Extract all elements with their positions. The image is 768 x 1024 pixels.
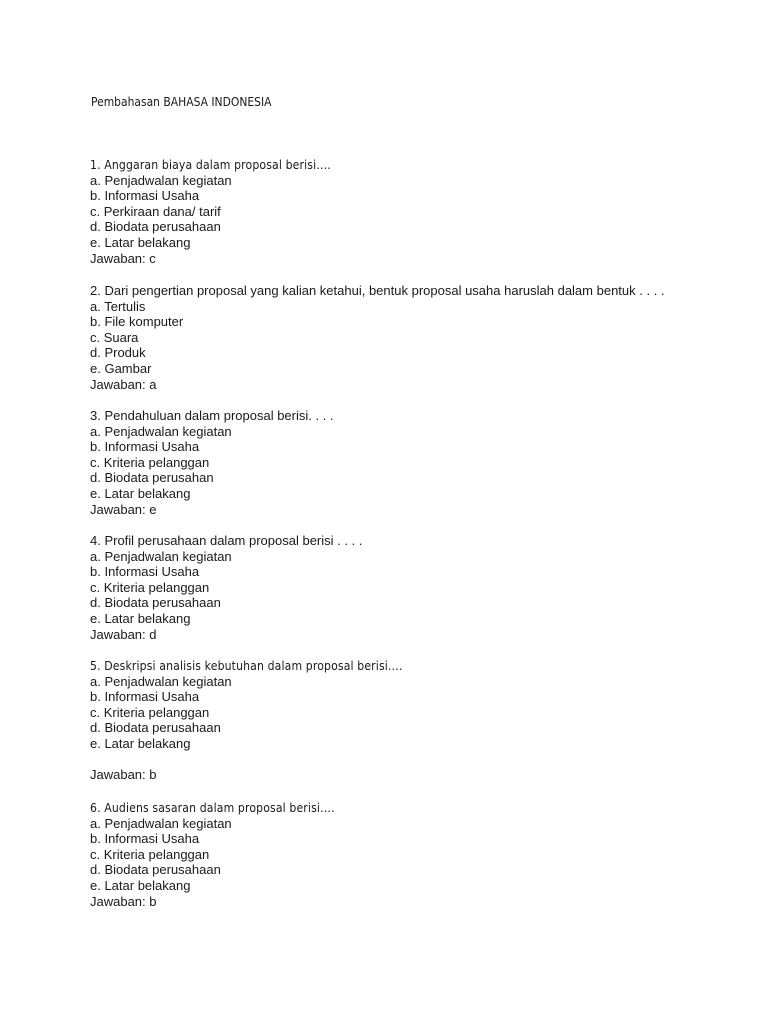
answer-key: Jawaban: b (90, 767, 157, 783)
question-block (90, 533, 730, 642)
answer-option: e. Latar belakang (90, 610, 191, 626)
page-title: Pembahasan BAHASA INDONESIA (91, 94, 272, 109)
question-stem: 1. Anggaran biaya dalam proposal berisi…. (90, 157, 331, 172)
answer-option: d. Biodata perusahaan (90, 219, 221, 235)
question-stem: 4. Profil perusahaan dalam proposal berisi . . . . (90, 533, 363, 548)
answer-key: Jawaban: c (90, 250, 156, 266)
answer-option: a. Penjadwalan kegiatan (90, 548, 232, 564)
answer-option: c. Kriteria pelanggan (90, 846, 210, 862)
question-stem: 3. Pendahuluan dalam proposal berisi. . . . (90, 408, 334, 423)
question-stem: 6. Audiens sasaran dalam proposal berisi…. (90, 800, 335, 815)
answer-option: d. Biodata perusahan (90, 470, 214, 486)
answer-key: Jawaban: d (90, 626, 157, 642)
answer-option: b. Informasi Usaha (90, 439, 200, 455)
answer-option: a. Penjadwalan kegiatan (90, 815, 232, 831)
answer-option: b. Informasi Usaha (90, 831, 200, 847)
answer-option: e. Latar belakang (90, 234, 191, 250)
answer-option: e. Gambar (90, 360, 152, 376)
question-block (90, 800, 730, 909)
answer-option: b. File komputer (90, 314, 184, 330)
answer-option: b. Informasi Usaha (90, 689, 200, 705)
answer-option: c. Kriteria pelanggan (90, 454, 210, 470)
answer-option: c. Suara (90, 329, 139, 345)
question-block (90, 283, 730, 392)
answer-option: c. Kriteria pelanggan (90, 704, 210, 720)
answer-option: d. Biodata perusahaan (90, 595, 221, 611)
blank-line (90, 752, 730, 768)
answer-option: b. Informasi Usaha (90, 188, 200, 204)
answer-option: e. Latar belakang (90, 485, 191, 501)
answer-key: Jawaban: a (90, 376, 157, 392)
question-block (90, 658, 730, 783)
answer-key: Jawaban: b (90, 893, 157, 909)
answer-option: d. Biodata perusahaan (90, 720, 221, 736)
question-stem: 5. Deskripsi analisis kebutuhan dalam proposal berisi…. (90, 658, 403, 673)
answer-option: e. Latar belakang (90, 735, 191, 751)
answer-option: d. Produk (90, 345, 146, 361)
question-block (90, 408, 730, 517)
question-stem: 2. Dari pengertian proposal yang kalian ketahui, bentuk proposal usaha haruslah dalam bentuk . . . . (90, 283, 665, 298)
answer-option: c. Kriteria pelanggan (90, 579, 210, 595)
answer-option: a. Penjadwalan kegiatan (90, 172, 232, 188)
answer-option: b. Informasi Usaha (90, 564, 200, 580)
answer-option: d. Biodata perusahaan (90, 862, 221, 878)
question-block (90, 157, 730, 266)
answer-option: e. Latar belakang (90, 877, 191, 893)
answer-option: a. Penjadwalan kegiatan (90, 673, 232, 689)
answer-option: c. Perkiraan dana/ tarif (90, 203, 221, 219)
answer-key: Jawaban: e (90, 501, 157, 517)
answer-option: a. Tertulis (90, 298, 146, 314)
answer-option: a. Penjadwalan kegiatan (90, 423, 232, 439)
